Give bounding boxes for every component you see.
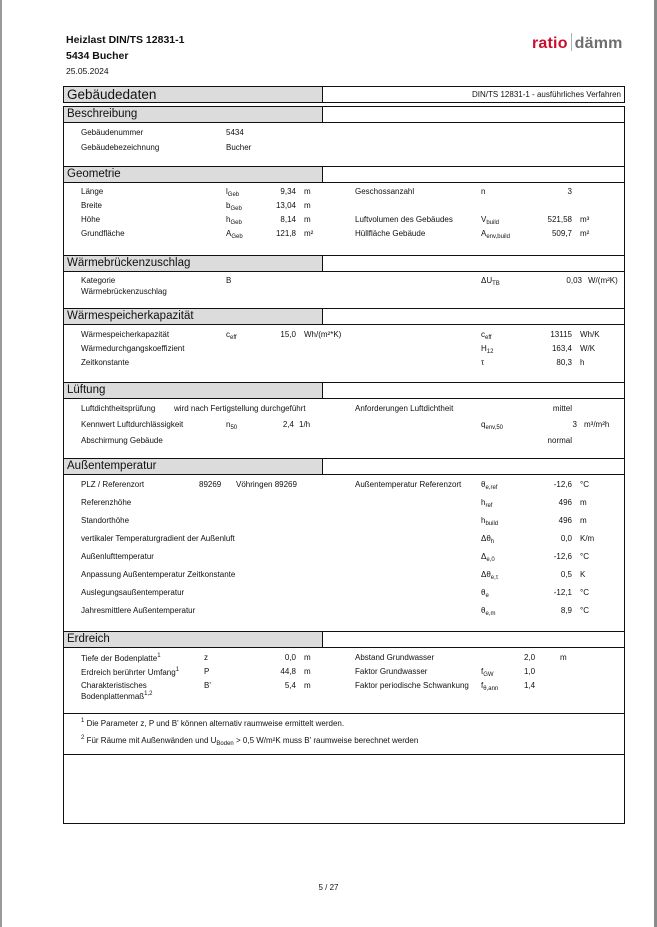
speicher-value-right: 13115 bbox=[550, 330, 572, 339]
footnotes-box bbox=[63, 713, 625, 755]
section-body-beschreibung bbox=[63, 123, 625, 166]
section-title: Lüftung bbox=[64, 383, 323, 398]
erdreich-value: 0,0 bbox=[284, 653, 296, 662]
section-header-beschreibung bbox=[63, 106, 625, 123]
geometrie-label-right: Hüllfläche Gebäude bbox=[355, 229, 426, 238]
footnote-2: $^2$ Für Räume mit Außenwänden und $U_{Boden} > 0,5$ W/m²K muss B' raumweise berechnet werden bbox=[81, 735, 419, 747]
erdreich-label-right: Abstand Grundwasser bbox=[355, 653, 435, 662]
value-referenzort: Vöhringen 89269 bbox=[236, 480, 297, 489]
page-edge-left bbox=[0, 0, 2, 927]
geometrie-symbol: $l_{Geb}$ bbox=[226, 187, 240, 198]
erdreich-unit-right: m bbox=[560, 653, 567, 662]
geometrie-value: 9,34 bbox=[280, 187, 296, 196]
section-body-erdreich bbox=[63, 648, 625, 714]
label-gebaeudebezeichnung: Gebäudebezeichnung bbox=[81, 143, 160, 152]
aussentemp-symbol: $h_{build}$ bbox=[481, 516, 499, 527]
geometrie-unit: m bbox=[304, 201, 311, 210]
unit-q-env50: m³/m²h bbox=[584, 420, 610, 429]
geometrie-value: 13,04 bbox=[275, 201, 296, 210]
erdreich-label-right: Faktor Grundwasser bbox=[355, 667, 428, 676]
erdreich-value: 5,4 bbox=[284, 681, 296, 690]
logo-part2: dämm bbox=[574, 35, 623, 52]
aussentemp-unit: °C bbox=[580, 588, 589, 597]
speicher-unit-right: W/K bbox=[580, 344, 596, 353]
value-plz: 89269 bbox=[199, 480, 222, 489]
erdreich-unit: m bbox=[304, 667, 311, 676]
aussentemp-value: 496 bbox=[558, 498, 572, 507]
aussentemp-unit: °C bbox=[580, 552, 589, 561]
speicher-unit-right: h bbox=[580, 358, 585, 367]
section-title: Wärmebrückenzuschlag bbox=[64, 256, 323, 271]
value-q-env50: 3 bbox=[572, 420, 577, 429]
aussentemp-unit: m bbox=[580, 498, 587, 507]
aussentemp-unit: K/m bbox=[580, 534, 595, 543]
unit-delta-u-tb: W/(m²K) bbox=[588, 276, 618, 285]
aussentemp-value: 496 bbox=[558, 516, 572, 525]
section-body-speicher bbox=[63, 325, 625, 382]
aussentemp-label: Außenlufttemperatur bbox=[81, 552, 154, 561]
aussentemp-value: -12,6 bbox=[553, 552, 572, 561]
label-waermebrueckenzuschlag: Wärmebrückenzuschlag bbox=[81, 287, 167, 296]
speicher-unit-right: Wh/K bbox=[580, 330, 600, 339]
aussentemp-symbol: $\theta_{e,ref}$ bbox=[481, 480, 498, 491]
erdreich-value: 44,8 bbox=[280, 667, 296, 676]
aussentemp-label: Auslegungsaußentemperatur bbox=[81, 588, 185, 597]
geometrie-label-right: Geschossanzahl bbox=[355, 187, 415, 196]
label-kennwert-luftdurchlaessigkeit: Kennwert Luftdurchlässigkeit bbox=[81, 420, 184, 429]
ratiodaemm-logo bbox=[532, 33, 623, 53]
geometrie-value-right: 509,7 bbox=[551, 229, 572, 238]
section-header-speicher bbox=[63, 308, 625, 325]
aussentemp-label: Jahresmittlere Außentemperatur bbox=[81, 606, 196, 615]
doc-title: Heizlast DIN/TS 12831-1 bbox=[66, 34, 185, 46]
speicher-symbol-right: $H_{12}$ bbox=[481, 344, 494, 355]
aussentemp-unit: °C bbox=[580, 480, 589, 489]
project-name: 5434 Bucher bbox=[66, 50, 129, 62]
geometrie-label-right: Luftvolumen des Gebäudes bbox=[355, 215, 453, 224]
speicher-symbol-right: τ bbox=[481, 358, 485, 367]
value-anforderungen-luftdichtheit: mittel bbox=[552, 404, 572, 413]
geometrie-symbol-right: $A_{env,build}$ bbox=[481, 229, 510, 240]
aussentemp-value: 0,0 bbox=[560, 534, 572, 543]
geometrie-symbol: $h_{Geb}$ bbox=[226, 215, 242, 226]
geometrie-symbol-right: $V_{build}$ bbox=[481, 215, 500, 226]
doc-date: 25.05.2024 bbox=[66, 66, 109, 76]
aussentemp-symbol: $\Delta\theta_h$ bbox=[481, 534, 495, 545]
erdreich-value-right: 1,4 bbox=[524, 681, 536, 690]
erdreich-symbol: P bbox=[204, 667, 210, 676]
main-title: Gebäudedaten bbox=[64, 87, 323, 102]
aussentemp-symbol: $\Delta_{e,0}$ bbox=[481, 552, 495, 563]
section-header-geometrie bbox=[63, 166, 625, 183]
value-abschirmung: normal bbox=[547, 436, 572, 445]
label-gebaeudenummer: Gebäudenummer bbox=[81, 128, 144, 137]
aussentemp-value: -12,6 bbox=[553, 480, 572, 489]
section-body-lueftung bbox=[63, 399, 625, 458]
empty-box bbox=[63, 754, 625, 824]
value-n50: 2,4 bbox=[282, 420, 294, 429]
erdreich-value-right: 2,0 bbox=[524, 653, 536, 662]
section-title: Beschreibung bbox=[64, 107, 323, 122]
section-body-waermebruecken bbox=[63, 272, 625, 308]
label-kategorie: Kategorie bbox=[81, 276, 116, 285]
aussentemp-label: vertikaler Temperaturgradient der Außenluft bbox=[81, 534, 235, 543]
aussentemp-symbol: $\Delta\theta_{e,\tau}$ bbox=[481, 570, 499, 581]
label-plz-referenzort: PLZ / Referenzort bbox=[81, 480, 145, 489]
value-kategorie: B bbox=[226, 276, 232, 285]
value-luftdichtheitspruefung: wird nach Fertigstellung durchgeführt bbox=[174, 404, 306, 413]
symbol-q-env50: $q_{env,50}$ bbox=[481, 420, 504, 431]
speicher-label: Zeitkonstante bbox=[81, 358, 130, 367]
section-body-geometrie bbox=[63, 183, 625, 256]
label-anforderungen-luftdichtheit: Anforderungen Luftdichtheit bbox=[355, 404, 454, 413]
geometrie-unit-right: m² bbox=[580, 229, 590, 238]
section-body-aussentemperatur bbox=[63, 475, 625, 631]
geometrie-unit-right: m³ bbox=[580, 215, 590, 224]
page-number: 5 / 27 bbox=[318, 883, 339, 892]
speicher-symbol: $c_{eff}$ bbox=[226, 330, 237, 341]
symbol-delta-u-tb: $\Delta U_{TB}$ bbox=[481, 276, 500, 287]
speicher-value-right: 163,4 bbox=[551, 344, 572, 353]
section-header-lueftung bbox=[63, 382, 625, 399]
logo-separator bbox=[571, 33, 572, 51]
erdreich-label-line2: Bodenplattenmaß$^{1,2}$ bbox=[81, 691, 153, 701]
aussentemp-unit: °C bbox=[580, 606, 589, 615]
geometrie-symbol: $b_{Geb}$ bbox=[226, 201, 242, 212]
geometrie-unit: m bbox=[304, 187, 311, 196]
aussentemp-value: 0,5 bbox=[560, 570, 572, 579]
section-title: Erdreich bbox=[64, 632, 323, 647]
section-title: Wärmespeicherkapazität bbox=[64, 309, 323, 324]
geometrie-label: Grundfläche bbox=[81, 229, 125, 238]
geometrie-unit: m bbox=[304, 215, 311, 224]
speicher-label: Wärmespeicherkapazität bbox=[81, 330, 170, 339]
erdreich-label: Charakteristisches bbox=[81, 681, 147, 690]
geometrie-value: 8,14 bbox=[280, 215, 296, 224]
aussentemp-symbol: $\theta_e$ bbox=[481, 588, 489, 599]
geometrie-symbol: $A_{Geb}$ bbox=[226, 229, 243, 240]
label-abschirmung: Abschirmung Gebäude bbox=[81, 436, 163, 445]
speicher-symbol-right: $c_{eff}$ bbox=[481, 330, 492, 341]
section-header-waermebruecken bbox=[63, 255, 625, 272]
erdreich-unit: m bbox=[304, 681, 311, 690]
erdreich-value-right: 1,0 bbox=[524, 667, 536, 676]
aussentemp-value: -12,1 bbox=[553, 588, 572, 597]
label-luftdichtheitspruefung: Luftdichtheitsprüfung bbox=[81, 404, 156, 413]
erdreich-unit: m bbox=[304, 653, 311, 662]
geometrie-label: Breite bbox=[81, 201, 102, 210]
section-header-aussentemperatur bbox=[63, 458, 625, 475]
aussentemp-label: Standorthöhe bbox=[81, 516, 130, 525]
speicher-value-right: 80,3 bbox=[556, 358, 572, 367]
geometrie-symbol-right: n bbox=[481, 187, 486, 196]
erdreich-label: Erdreich berührter Umfang$^1$ bbox=[81, 667, 180, 677]
aussentemp-symbol: $h_{ref}$ bbox=[481, 498, 493, 509]
section-title: Geometrie bbox=[64, 167, 323, 182]
geometrie-label: Höhe bbox=[81, 215, 101, 224]
erdreich-label: Tiefe der Bodenplatte$^1$ bbox=[81, 653, 161, 663]
geometrie-value-right: 3 bbox=[567, 187, 572, 196]
unit-n50: 1/h bbox=[299, 420, 311, 429]
speicher-unit: Wh/(m²*K) bbox=[304, 330, 342, 339]
aussentemp-label: Referenzhöhe bbox=[81, 498, 132, 507]
label-aussentemperatur-referenzort: Außentemperatur Referenzort bbox=[355, 480, 462, 489]
footnote-1: $^1$ Die Parameter z, P und B' können alternativ raumweise ermittelt werden. bbox=[81, 718, 345, 728]
speicher-value: 15,0 bbox=[280, 330, 296, 339]
speicher-label: Wärmedurchgangskoeffizient bbox=[81, 344, 185, 353]
symbol-n50: $n_{50}$ bbox=[226, 420, 238, 431]
aussentemp-unit: K bbox=[580, 570, 586, 579]
geometrie-value-right: 521,58 bbox=[547, 215, 572, 224]
erdreich-symbol-right: $f_{\theta,ann}$ bbox=[481, 681, 499, 692]
geometrie-label: Länge bbox=[81, 187, 104, 196]
erdreich-label-right: Faktor periodische Schwankung bbox=[355, 681, 469, 690]
logo-part1: ratio bbox=[532, 35, 568, 52]
erdreich-symbol: B' bbox=[204, 681, 211, 690]
main-section-header bbox=[63, 86, 625, 103]
value-gebaeudenummer: 5434 bbox=[226, 128, 244, 137]
erdreich-symbol-right: $f_{GW}$ bbox=[481, 667, 494, 678]
section-header-erdreich bbox=[63, 631, 625, 648]
aussentemp-label: Anpassung Außentemperatur Zeitkonstante bbox=[81, 570, 236, 579]
value-gebaeudebezeichnung: Bucher bbox=[226, 143, 252, 152]
section-title: Außentemperatur bbox=[64, 459, 323, 474]
geometrie-unit: m² bbox=[304, 229, 314, 238]
value-delta-u-tb: 0,03 bbox=[566, 276, 582, 285]
method-label: DIN/TS 12831-1 - ausführliches Verfahren bbox=[472, 90, 621, 99]
aussentemp-unit: m bbox=[580, 516, 587, 525]
geometrie-value: 121,8 bbox=[275, 229, 296, 238]
aussentemp-value: 8,9 bbox=[560, 606, 572, 615]
aussentemp-symbol: $\theta_{e,m}$ bbox=[481, 606, 496, 617]
erdreich-symbol: z bbox=[204, 653, 208, 662]
